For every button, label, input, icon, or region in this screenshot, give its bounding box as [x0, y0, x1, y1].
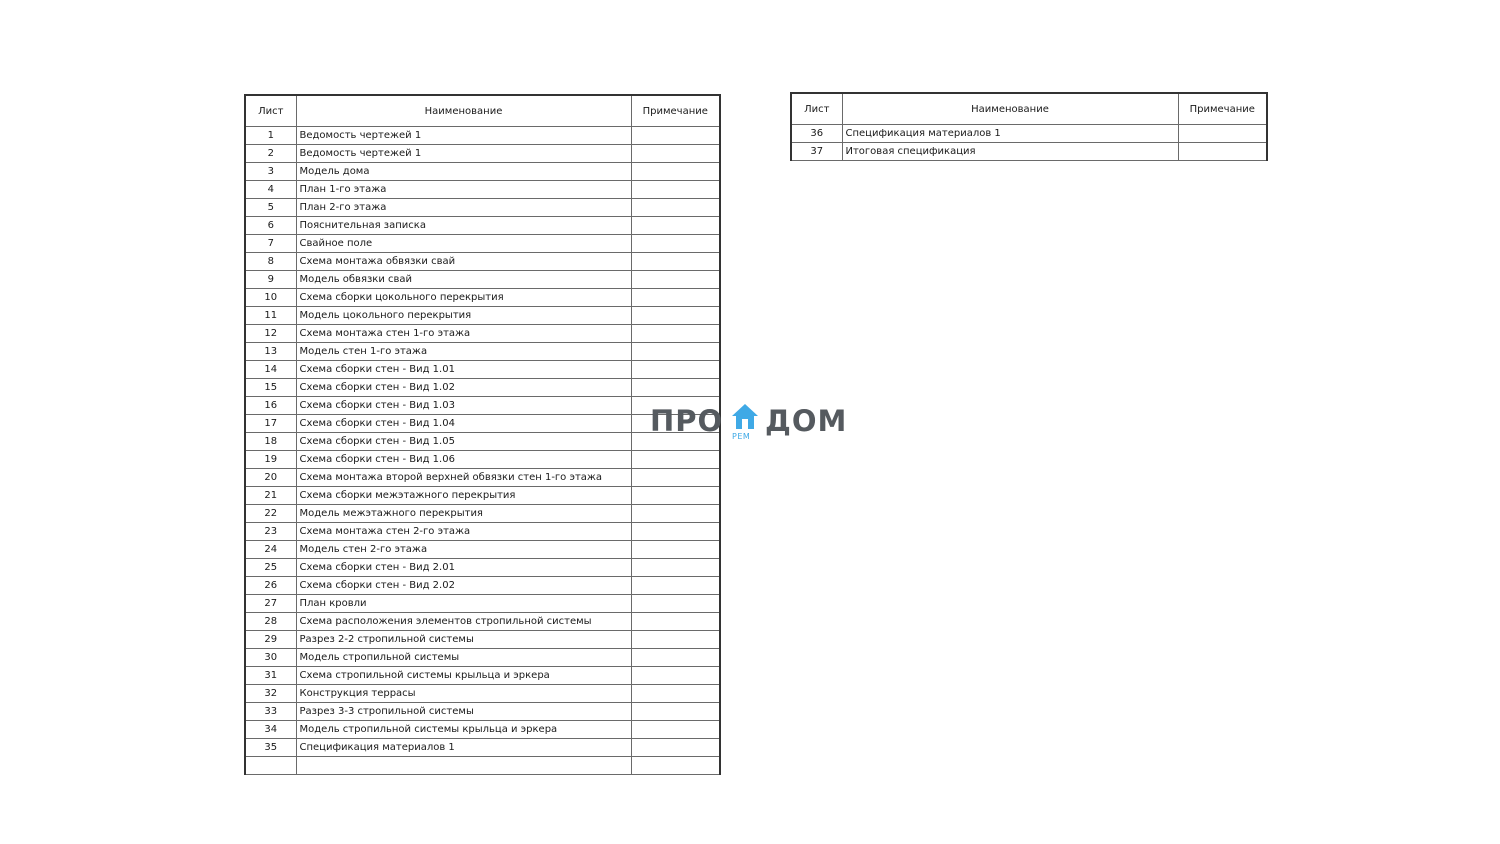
row-drawing-name: Свайное поле — [296, 235, 631, 253]
cut-cell — [245, 757, 296, 775]
row-drawing-name: Модель стропильной системы крыльца и эркера — [296, 721, 631, 739]
table-row — [245, 613, 720, 631]
row-sheet-number: 11 — [245, 307, 296, 325]
table-header-row — [791, 93, 1267, 125]
row-sheet-number: 5 — [245, 199, 296, 217]
row-sheet-number: 34 — [245, 721, 296, 739]
row-sheet-number: 10 — [245, 289, 296, 307]
table-row — [245, 649, 720, 667]
table-row — [245, 595, 720, 613]
table-row — [245, 631, 720, 649]
row-note — [631, 667, 720, 685]
table-row — [245, 505, 720, 523]
table-row — [245, 415, 720, 433]
row-drawing-name: Схема монтажа стен 1-го этажа — [296, 325, 631, 343]
table-row — [245, 451, 720, 469]
row-sheet-number: 32 — [245, 685, 296, 703]
row-drawing-name: Ведомость чертежей 1 — [296, 145, 631, 163]
row-sheet-number: 30 — [245, 649, 296, 667]
row-note — [631, 595, 720, 613]
row-note — [631, 451, 720, 469]
table-row — [245, 739, 720, 757]
row-drawing-name: Схема монтажа обвязки свай — [296, 253, 631, 271]
prodom-watermark-logo — [650, 402, 850, 444]
table-row — [245, 361, 720, 379]
row-sheet-number: 31 — [245, 667, 296, 685]
cut-cell — [631, 757, 720, 775]
row-note — [631, 505, 720, 523]
table-row — [245, 163, 720, 181]
row-note — [631, 613, 720, 631]
table-row — [245, 379, 720, 397]
row-note — [631, 739, 720, 757]
row-note — [631, 523, 720, 541]
table-row — [791, 143, 1267, 161]
row-note — [631, 235, 720, 253]
row-note — [631, 343, 720, 361]
header-name: Наименование — [296, 95, 631, 127]
row-note — [631, 163, 720, 181]
row-sheet-number: 8 — [245, 253, 296, 271]
row-sheet-number: 33 — [245, 703, 296, 721]
row-drawing-name: Модель цокольного перекрытия — [296, 307, 631, 325]
table-row — [245, 307, 720, 325]
row-sheet-number: 35 — [245, 739, 296, 757]
row-drawing-name: Схема расположения элементов стропильной системы — [296, 613, 631, 631]
row-drawing-name: Схема сборки стен - Вид 1.03 — [296, 397, 631, 415]
row-sheet-number: 4 — [245, 181, 296, 199]
row-sheet-number: 28 — [245, 613, 296, 631]
cut-cell — [296, 757, 631, 775]
row-drawing-name: План 2-го этажа — [296, 199, 631, 217]
row-note — [631, 199, 720, 217]
row-sheet-number: 18 — [245, 433, 296, 451]
row-sheet-number: 16 — [245, 397, 296, 415]
row-drawing-name: Модель обвязки свай — [296, 271, 631, 289]
row-drawing-name: Схема стропильной системы крыльца и эркера — [296, 667, 631, 685]
row-sheet-number: 12 — [245, 325, 296, 343]
row-note — [631, 469, 720, 487]
table-row — [245, 325, 720, 343]
row-drawing-name: Схема сборки стен - Вид 1.04 — [296, 415, 631, 433]
table-row — [245, 487, 720, 505]
row-sheet-number: 37 — [791, 143, 842, 161]
row-note — [631, 721, 720, 739]
row-sheet-number: 20 — [245, 469, 296, 487]
table-row — [245, 685, 720, 703]
table-row — [245, 397, 720, 415]
row-drawing-name: Схема сборки стен - Вид 1.06 — [296, 451, 631, 469]
row-sheet-number: 2 — [245, 145, 296, 163]
row-note — [631, 181, 720, 199]
table-row — [245, 181, 720, 199]
row-drawing-name: Схема монтажа второй верхней обвязки стен 1-го этажа — [296, 469, 631, 487]
table-row — [245, 271, 720, 289]
row-drawing-name: Схема сборки межэтажного перекрытия — [296, 487, 631, 505]
row-drawing-name: Схема сборки стен - Вид 2.01 — [296, 559, 631, 577]
row-drawing-name: План кровли — [296, 595, 631, 613]
table-row — [245, 577, 720, 595]
row-note — [631, 361, 720, 379]
row-sheet-number: 1 — [245, 127, 296, 145]
row-drawing-name: Спецификация материалов 1 — [842, 125, 1178, 143]
row-drawing-name: Разрез 3-3 стропильной системы — [296, 703, 631, 721]
row-sheet-number: 13 — [245, 343, 296, 361]
row-drawing-name: Схема сборки стен - Вид 1.02 — [296, 379, 631, 397]
row-note — [631, 307, 720, 325]
row-sheet-number: 15 — [245, 379, 296, 397]
row-note — [631, 649, 720, 667]
table-row — [245, 217, 720, 235]
row-drawing-name: Модель стен 2-го этажа — [296, 541, 631, 559]
row-drawing-name: Пояснительная записка — [296, 217, 631, 235]
row-drawing-name: Модель дома — [296, 163, 631, 181]
row-sheet-number: 22 — [245, 505, 296, 523]
row-drawing-name: Итоговая спецификация — [842, 143, 1178, 161]
row-note — [631, 127, 720, 145]
row-sheet-number: 23 — [245, 523, 296, 541]
row-drawing-name: План 1-го этажа — [296, 181, 631, 199]
row-sheet-number: 24 — [245, 541, 296, 559]
row-drawing-name: Спецификация материалов 1 — [296, 739, 631, 757]
logo-subtext: РЕМ — [732, 432, 751, 441]
table-cut-row — [245, 757, 720, 775]
drawing-list-table-right — [790, 92, 1268, 161]
table-row — [245, 559, 720, 577]
table-row — [245, 703, 720, 721]
row-sheet-number: 26 — [245, 577, 296, 595]
row-note — [631, 541, 720, 559]
row-drawing-name: Схема сборки цокольного перекрытия — [296, 289, 631, 307]
table-row — [245, 145, 720, 163]
table-row — [245, 199, 720, 217]
row-sheet-number: 27 — [245, 595, 296, 613]
row-note — [631, 253, 720, 271]
row-sheet-number: 29 — [245, 631, 296, 649]
row-sheet-number: 21 — [245, 487, 296, 505]
row-note — [631, 487, 720, 505]
row-drawing-name: Схема сборки стен - Вид 1.05 — [296, 433, 631, 451]
row-drawing-name: Схема сборки стен - Вид 2.02 — [296, 577, 631, 595]
row-sheet-number: 14 — [245, 361, 296, 379]
table-header-row — [245, 95, 720, 127]
row-note — [631, 577, 720, 595]
header-note: Примечание — [631, 95, 720, 127]
row-sheet-number: 25 — [245, 559, 296, 577]
row-sheet-number: 17 — [245, 415, 296, 433]
row-sheet-number: 36 — [791, 125, 842, 143]
row-sheet-number: 7 — [245, 235, 296, 253]
row-drawing-name: Модель межэтажного перекрытия — [296, 505, 631, 523]
table-row — [245, 523, 720, 541]
row-note — [631, 271, 720, 289]
logo-word-dom: ДОМ — [765, 404, 848, 438]
table-row — [245, 541, 720, 559]
row-note — [631, 559, 720, 577]
table-row — [245, 343, 720, 361]
table-row — [245, 253, 720, 271]
logo-word-pro: ПРО — [650, 404, 724, 438]
row-drawing-name: Конструкция террасы — [296, 685, 631, 703]
table-row — [245, 433, 720, 451]
row-drawing-name: Схема монтажа стен 2-го этажа — [296, 523, 631, 541]
row-note — [631, 217, 720, 235]
row-note — [631, 289, 720, 307]
header-note: Примечание — [1178, 93, 1267, 125]
table-row — [245, 127, 720, 145]
table-row — [245, 289, 720, 307]
row-note — [1178, 143, 1267, 161]
table-row — [245, 721, 720, 739]
row-sheet-number: 9 — [245, 271, 296, 289]
row-drawing-name: Разрез 2-2 стропильной системы — [296, 631, 631, 649]
row-drawing-name: Ведомость чертежей 1 — [296, 127, 631, 145]
row-drawing-name: Модель стен 1-го этажа — [296, 343, 631, 361]
table-row — [245, 667, 720, 685]
row-note — [631, 631, 720, 649]
row-sheet-number: 19 — [245, 451, 296, 469]
header-sheet: Лист — [791, 93, 842, 125]
row-note — [631, 145, 720, 163]
row-note — [1178, 125, 1267, 143]
table-row — [245, 235, 720, 253]
row-note — [631, 703, 720, 721]
table-row — [791, 125, 1267, 143]
table-row — [245, 469, 720, 487]
header-sheet: Лист — [245, 95, 296, 127]
house-icon — [730, 402, 760, 432]
row-sheet-number: 6 — [245, 217, 296, 235]
header-name: Наименование — [842, 93, 1178, 125]
row-drawing-name: Схема сборки стен - Вид 1.01 — [296, 361, 631, 379]
row-note — [631, 325, 720, 343]
row-drawing-name: Модель стропильной системы — [296, 649, 631, 667]
row-sheet-number: 3 — [245, 163, 296, 181]
row-note — [631, 379, 720, 397]
row-note — [631, 685, 720, 703]
